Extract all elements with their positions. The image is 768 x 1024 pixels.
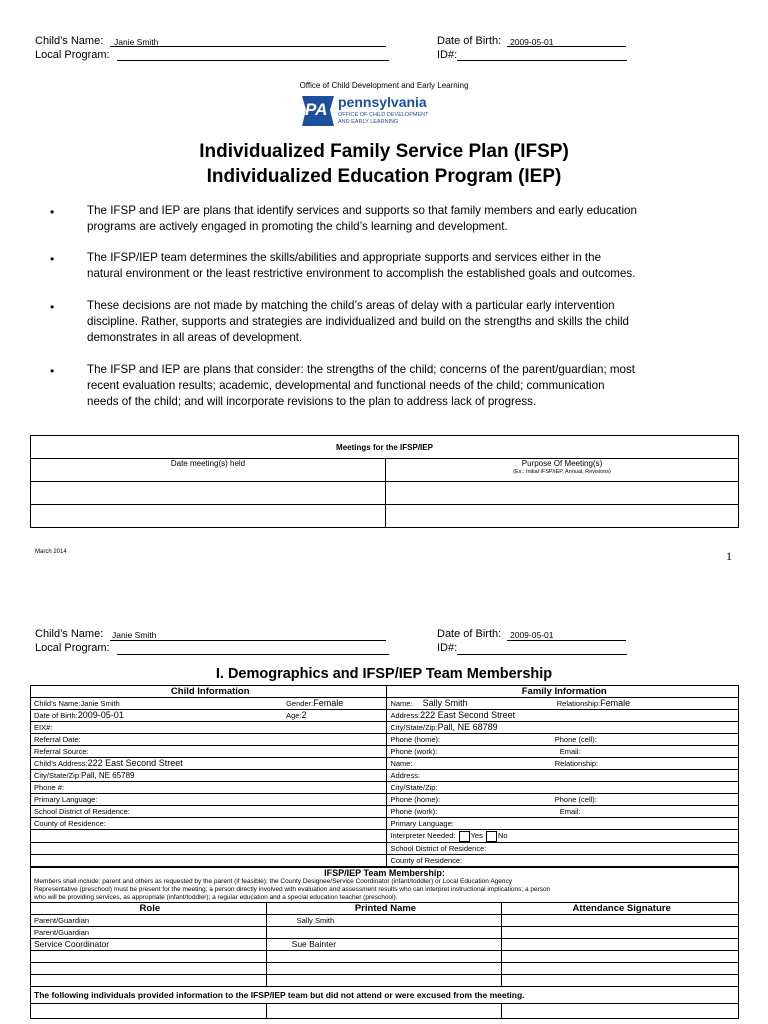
child-dob-cell[interactable]: Date of Birth:2009-05-01 <box>31 710 284 722</box>
team-row <box>31 951 739 963</box>
childs-name-value[interactable]: Janie Smith <box>112 630 157 640</box>
dob-line <box>507 640 626 641</box>
family-language-cell[interactable]: Primary Language: <box>387 818 739 830</box>
id-label: ID#: <box>437 49 458 61</box>
child-age-cell[interactable]: Age:2 <box>283 710 387 722</box>
team-name-cell[interactable] <box>266 963 502 975</box>
team-role-cell[interactable]: Parent/Guardian <box>31 927 267 939</box>
team-role-cell[interactable] <box>31 975 267 987</box>
family-relationship-cell[interactable]: Relationship:Female <box>552 698 739 710</box>
meeting-date-cell[interactable] <box>31 482 386 505</box>
team-table <box>30 867 739 1019</box>
meetings-table <box>30 435 739 528</box>
childs-name-line <box>110 46 386 47</box>
team-header-cell <box>31 868 739 903</box>
family-relationship2-cell[interactable]: Relationship: <box>552 758 739 770</box>
dob-line <box>507 46 626 47</box>
child-info-header: Child Information <box>31 686 387 698</box>
family-email-cell[interactable]: Email: <box>552 746 739 758</box>
dob-label: Date of Birth: <box>437 35 502 47</box>
child-county-cell[interactable]: County of Residence: <box>31 818 387 830</box>
excused-name-cell[interactable] <box>266 1004 502 1019</box>
interpreter-yes-checkbox[interactable] <box>459 831 470 842</box>
child-phone-cell[interactable]: Phone #: <box>31 782 387 794</box>
referral-source-cell[interactable]: Referral Source: <box>31 746 387 758</box>
team-title: IFSP/IEP Team Membership: <box>324 868 445 878</box>
empty-child-cell <box>31 830 387 843</box>
empty-child-cell <box>31 842 387 854</box>
demographics-table <box>30 685 739 867</box>
local-program-label: Local Program: <box>35 642 110 654</box>
family-name2-cell[interactable]: Name: <box>387 758 552 770</box>
logo-name: pennsylvania <box>338 94 427 110</box>
pa-logo <box>300 94 455 130</box>
meetings-col-date: Date meeting(s) held <box>31 459 386 482</box>
referral-date-cell[interactable]: Referral Date: <box>31 734 387 746</box>
dob-value[interactable]: 2009-05-01 <box>510 630 554 640</box>
team-desc: Members shall include: parent and others as requested by the parent (if feasible); the County Designee/Service Coordinator (infant/toddler) or Local Education Agency Representative (preschool) must be present for the meeting; a person directly involved with evaluation and assessment results who can interpret instructional implications; a person who will be providing services, as appropriate (infant/toddler); a regular education and a special education teacher (preschool). <box>34 878 551 901</box>
child-address-cell[interactable]: Child’s Address:222 East Second Street <box>31 758 387 770</box>
team-name-cell[interactable] <box>266 951 502 963</box>
team-name-cell[interactable]: Sally Smith <box>266 915 502 927</box>
page-number: 1 <box>726 549 732 563</box>
team-row <box>31 927 739 939</box>
empty-child-cell <box>31 854 387 866</box>
id-line[interactable] <box>457 60 627 61</box>
bullet-dot: • <box>50 205 55 219</box>
child-gender-cell[interactable]: Gender:Female <box>283 698 387 710</box>
logo-sub1: OFFICE OF CHILD DEVELOPMENT <box>338 112 429 118</box>
family-address-cell[interactable]: Address:222 East Second Street <box>387 710 739 722</box>
interpreter-cell[interactable]: Interpreter Needed: Yes No <box>387 830 739 843</box>
family-county-cell[interactable]: County of Residence: <box>387 854 739 866</box>
team-role-cell[interactable] <box>31 963 267 975</box>
id-line[interactable] <box>457 654 627 655</box>
family-phone-work-cell[interactable]: Phone (work): <box>387 746 552 758</box>
dob-label: Date of Birth: <box>437 628 502 640</box>
footer-date: March 2014 <box>35 549 67 555</box>
excused-note: The following individuals provided information to the IFSP/IEP team but did not attend or were excused from the meeting. <box>31 987 739 1004</box>
team-row <box>31 915 739 927</box>
family-csz2-cell[interactable]: City/State/Zip: <box>387 782 739 794</box>
meeting-purpose-cell[interactable] <box>386 505 739 528</box>
team-signature-cell[interactable] <box>502 951 739 963</box>
team-name-cell[interactable] <box>266 975 502 987</box>
interpreter-no-checkbox[interactable] <box>486 831 497 842</box>
family-phone-home2-cell[interactable]: Phone (home): <box>387 794 552 806</box>
meetings-col-purpose: Purpose Of Meeting(s) (Ex.: Initial IFSP/IEP, Annual, Revisions) <box>386 459 739 482</box>
office-label: Office of Child Development and Early Learning <box>299 81 469 90</box>
local-program-label: Local Program: <box>35 49 110 61</box>
logo-sub2: AND EARLY LEARNING <box>338 119 399 125</box>
childs-name-value[interactable]: Janie Smith <box>114 37 159 47</box>
section-title: I. Demographics and IFSP/IEP Team Membership <box>215 666 553 682</box>
local-program-line[interactable] <box>117 654 389 655</box>
family-csz-cell[interactable]: City/State/Zip:Pall, NE 68789 <box>387 722 739 734</box>
team-role-cell[interactable]: Service Coordinator <box>31 939 267 951</box>
bullet-text: The IFSP/IEP team determines the skills/abilities and appropriate supports and services either in the natural environment or the least restrictive environment to accomplish the established goals and outcomes. <box>87 251 636 280</box>
team-role-cell[interactable]: Parent/Guardian <box>31 915 267 927</box>
child-school-district-cell[interactable]: School District of Residence: <box>31 806 387 818</box>
bullet-dot: • <box>50 364 55 378</box>
team-row <box>31 963 739 975</box>
bullet-dot: • <box>50 300 55 314</box>
family-email2-cell[interactable]: Email: <box>552 806 739 818</box>
family-school-district-cell[interactable]: School District of Residence: <box>387 842 739 854</box>
team-col-signature: Attendance Signature <box>502 903 739 915</box>
family-address2-cell[interactable]: Address: <box>387 770 739 782</box>
childs-name-line <box>110 640 386 641</box>
meeting-date-cell[interactable] <box>31 505 386 528</box>
child-csz-cell[interactable]: City/State/Zip:Pall, NE 65789 <box>31 770 387 782</box>
team-signature-cell[interactable] <box>502 939 739 951</box>
title-iep: Individualized Education Program (IEP) <box>206 166 562 187</box>
bullet-text: These decisions are not made by matching the child’s areas of delay with a particular early intervention discipline. Rather, supports and strategies are individualized and build on the strengths and skills the child demonstrates in all areas of development. <box>87 299 630 344</box>
team-row <box>31 975 739 987</box>
dob-value[interactable]: 2009-05-01 <box>510 37 554 47</box>
local-program-line[interactable] <box>117 60 389 61</box>
family-name-cell[interactable]: Name: Sally Smith <box>387 698 552 710</box>
family-info-header: Family Information <box>387 686 739 698</box>
team-row <box>31 939 739 951</box>
team-col-name: Printed Name <box>266 903 502 915</box>
family-phone-work2-cell[interactable]: Phone (work): <box>387 806 552 818</box>
team-role-cell[interactable] <box>31 951 267 963</box>
childs-name-label: Child’s Name: <box>35 35 104 47</box>
child-eix-cell[interactable]: EIX#: <box>31 722 387 734</box>
family-phone-home-cell[interactable]: Phone (home): <box>387 734 552 746</box>
family-phone-cell-cell[interactable]: Phone (cell): <box>552 734 739 746</box>
family-phone-cell2-cell[interactable]: Phone (cell): <box>552 794 739 806</box>
bullet-text: The IFSP and IEP are plans that consider: the strengths of the child; concerns of the parent/guardian; most recent evaluation results; academic, developmental and functional needs of the child; communication needs of the child; and will incorporate revisions to the plan to address lack of progress. <box>87 363 636 408</box>
meetings-title: Meetings for the IFSP/IEP <box>31 436 739 459</box>
id-label: ID#: <box>437 642 458 654</box>
logo-pa-text: PA <box>305 100 328 119</box>
team-name-cell[interactable]: Sue Bainter <box>266 939 502 951</box>
team-signature-cell[interactable] <box>502 975 739 987</box>
excused-extra-cell[interactable] <box>502 1004 739 1019</box>
team-signature-cell[interactable] <box>502 915 739 927</box>
child-language-cell[interactable]: Primary Language: <box>31 794 387 806</box>
excused-role-cell[interactable] <box>31 1004 267 1019</box>
bullet-text: The IFSP and IEP are plans that identify services and supports so that family members and early education programs are actively engaged in promoting the child’s learning and development. <box>87 204 637 233</box>
child-name-cell[interactable]: Child’s Name:Janie Smith <box>31 698 284 710</box>
team-col-role: Role <box>31 903 267 915</box>
meeting-purpose-cell[interactable] <box>386 482 739 505</box>
team-name-cell[interactable] <box>266 927 502 939</box>
childs-name-label: Child’s Name: <box>35 628 104 640</box>
bullet-dot: • <box>50 252 55 266</box>
team-signature-cell[interactable] <box>502 963 739 975</box>
team-signature-cell[interactable] <box>502 927 739 939</box>
title-ifsp: Individualized Family Service Plan (IFSP) <box>199 141 569 162</box>
